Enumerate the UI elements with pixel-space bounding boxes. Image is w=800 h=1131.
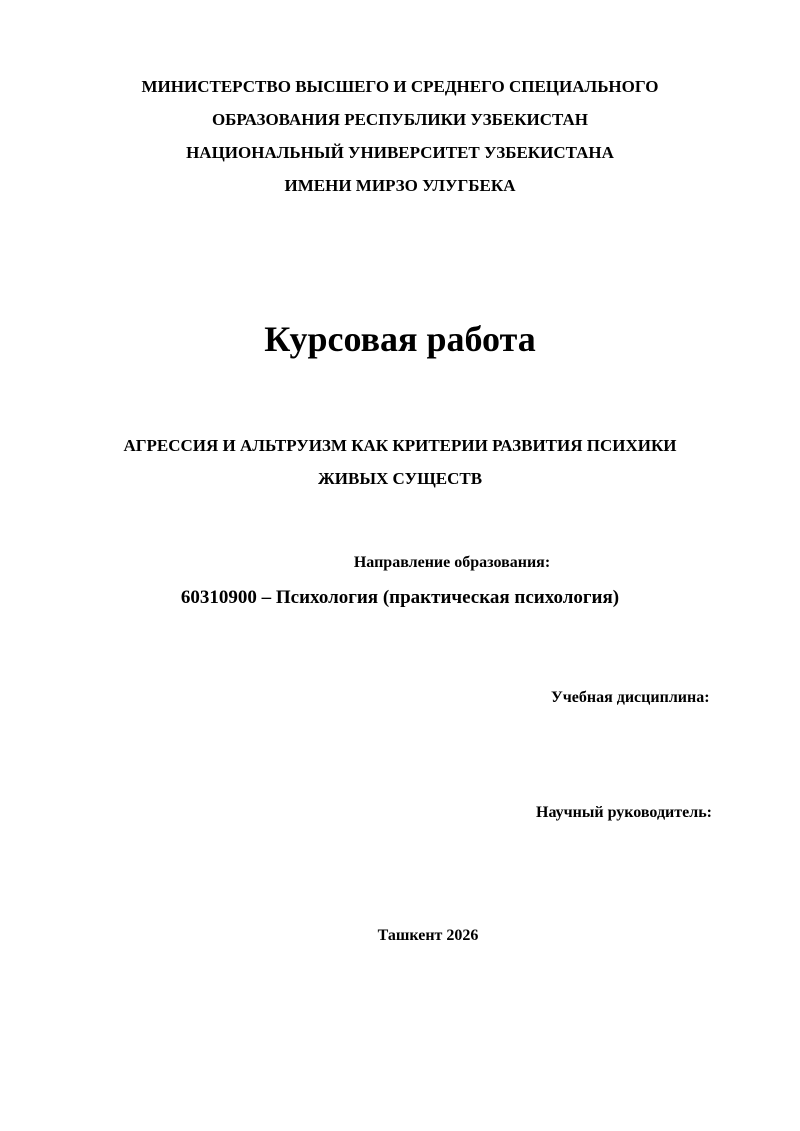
direction-value: 60310900 – Психология (практическая психология)	[180, 587, 620, 608]
discipline-label: Учебная дисциплина:	[551, 689, 710, 706]
university-line-1: НАЦИОНАЛЬНЫЙ УНИВЕРСИТЕТ УЗБЕКИСТАНА	[186, 143, 614, 162]
university-line-2: ИМЕНИ МИРЗО УЛУГБЕКА	[284, 176, 516, 195]
ministry-line-2: ОБРАЗОВАНИЯ РЕСПУБЛИКИ УЗБЕКИСТАН	[211, 110, 589, 129]
topic-line-2: ЖИВЫХ СУЩЕСТВ	[317, 469, 483, 488]
document-title: Курсовая работа	[264, 319, 536, 359]
city-year: Ташкент 2026	[377, 927, 479, 944]
supervisor-label: Научный руководитель:	[536, 804, 712, 821]
direction-label: Направление образования:	[353, 554, 551, 571]
topic-line-1: АГРЕССИЯ И АЛЬТРУИЗМ КАК КРИТЕРИИ РАЗВИТИЯ ПСИХИКИ	[123, 436, 677, 455]
ministry-line-1: МИНИСТЕРСТВО ВЫСШЕГО И СРЕДНЕГО СПЕЦИАЛЬНОГО	[141, 77, 659, 96]
